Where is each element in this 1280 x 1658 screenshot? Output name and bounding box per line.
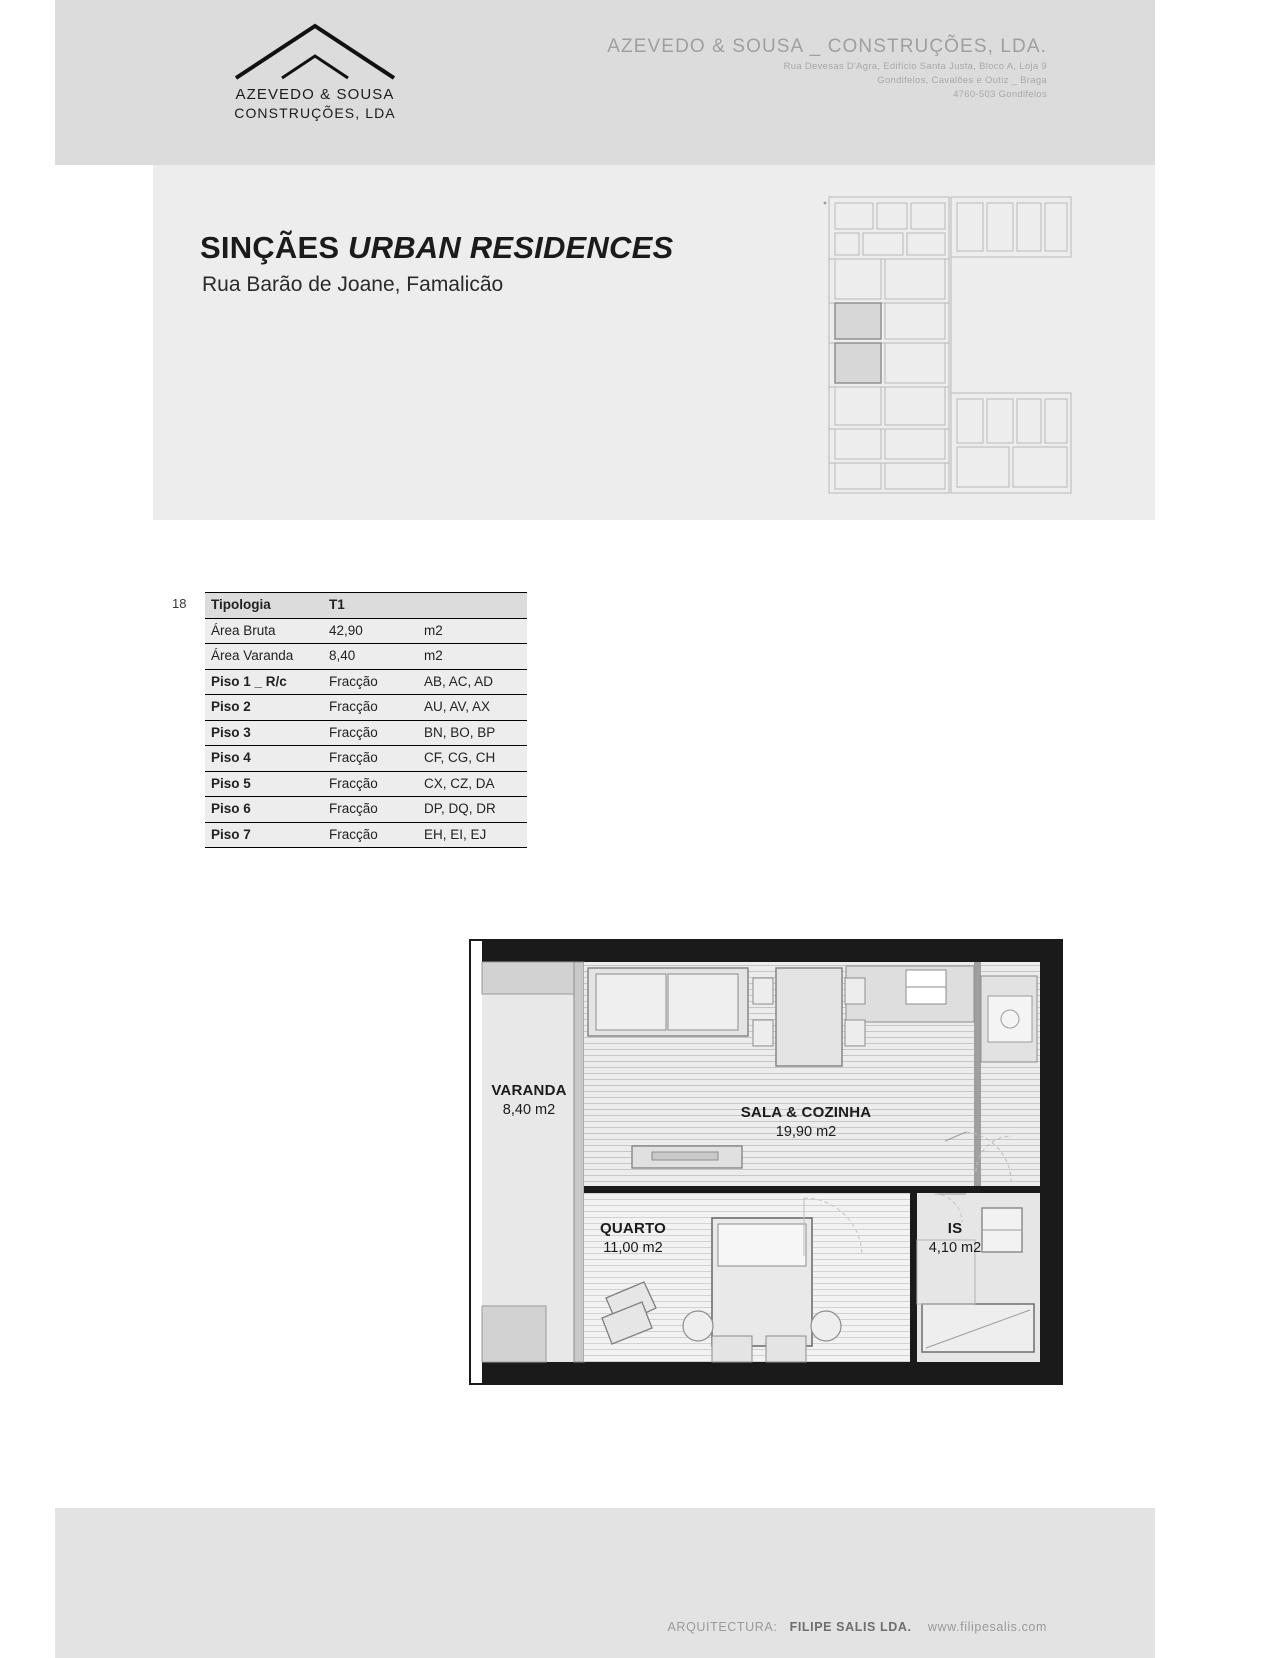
room-label-sala-cozinha: SALA & COZINHA 19,90 m2 (740, 1104, 872, 1140)
table-row (205, 797, 527, 823)
footer-website[interactable]: www.filipesalis.com (927, 1620, 1047, 1634)
cell-unit: DP, DQ, DR (418, 797, 527, 823)
room-label-is: IS 4,10 m2 (928, 1220, 982, 1256)
room-label-varanda: VARANDA 8,40 m2 (491, 1082, 567, 1118)
project-title-bold: SINÇÃES (200, 230, 340, 265)
footer-studio-name: FILIPE SALIS LDA. (789, 1620, 912, 1634)
footer-prefix: ARQUITECTURA: (667, 1620, 778, 1634)
company-logo (210, 20, 420, 140)
project-title-italic: URBAN RESIDENCES (348, 230, 674, 265)
project-subtitle: Rua Barão de Joane, Famalicão (202, 273, 504, 296)
roof-logo-icon (230, 20, 400, 82)
cell-value: Fracção (323, 695, 418, 721)
header-band (55, 0, 1155, 165)
cell-unit: AU, AV, AX (418, 695, 527, 721)
cell-label: Piso 6 (205, 797, 323, 823)
cell-label: Piso 1 _ R/c (205, 669, 323, 695)
cell-label: Área Bruta (205, 618, 323, 644)
cell-label: Tipologia (205, 593, 323, 619)
table-row (205, 746, 527, 772)
cell-unit (418, 593, 527, 619)
cell-value: Fracção (323, 797, 418, 823)
table-row (205, 669, 527, 695)
cell-unit: CX, CZ, DA (418, 771, 527, 797)
footer-credit (668, 1620, 1048, 1634)
table-row (205, 593, 527, 619)
company-address-line-1: Rua Devesas D'Agra, Edifício Santa Justa, Bloco A, Loja 9 (783, 61, 1047, 72)
cell-label: Piso 3 (205, 720, 323, 746)
floor-plan-drawing (466, 936, 1066, 1388)
table-row (205, 720, 527, 746)
keyplan-thumbnail (823, 193, 1078, 498)
cell-unit: AB, AC, AD (418, 669, 527, 695)
cell-value: Fracção (323, 822, 418, 848)
company-name: AZEVEDO & SOUSA _ CONSTRUÇÕES, LDA. (607, 36, 1047, 57)
cell-unit: m2 (418, 618, 527, 644)
title-band-notch (55, 165, 153, 520)
company-address-line-2: Gondifelos, Cavalões e Outiz _ Braga (877, 75, 1047, 86)
cell-value: Fracção (323, 771, 418, 797)
specification-table-body (205, 593, 527, 848)
table-row (205, 822, 527, 848)
table-row (205, 771, 527, 797)
floor-plan-svg (466, 936, 1066, 1388)
table-row (205, 695, 527, 721)
cell-value: Fracção (323, 720, 418, 746)
cell-value: 42,90 (323, 618, 418, 644)
specification-table (205, 592, 527, 848)
cell-value: T1 (323, 593, 418, 619)
page-title (200, 230, 673, 266)
cell-value: Fracção (323, 746, 418, 772)
cell-label: Piso 7 (205, 822, 323, 848)
company-info (607, 36, 1047, 100)
company-address-line-3: 4760-503 Gondifelos (953, 89, 1047, 100)
table-row (205, 618, 527, 644)
cell-label: Piso 2 (205, 695, 323, 721)
cell-label: Piso 4 (205, 746, 323, 772)
cell-value: 8,40 (323, 644, 418, 670)
footer-band (55, 1508, 1155, 1658)
table-row (205, 644, 527, 670)
room-label-quarto: QUARTO 11,00 m2 (600, 1220, 666, 1256)
cell-value: Fracção (323, 669, 418, 695)
title-band (55, 165, 1155, 520)
sheet-index-number: 18 (172, 596, 187, 611)
logo-text-secondary: CONSTRUÇÕES, LDA (234, 105, 396, 121)
cell-unit: m2 (418, 644, 527, 670)
logo-text-primary: AZEVEDO & SOUSA (235, 86, 395, 103)
cell-label: Piso 5 (205, 771, 323, 797)
cell-unit: BN, BO, BP (418, 720, 527, 746)
cell-label: Área Varanda (205, 644, 323, 670)
cell-unit: EH, EI, EJ (418, 822, 527, 848)
cell-unit: CF, CG, CH (418, 746, 527, 772)
